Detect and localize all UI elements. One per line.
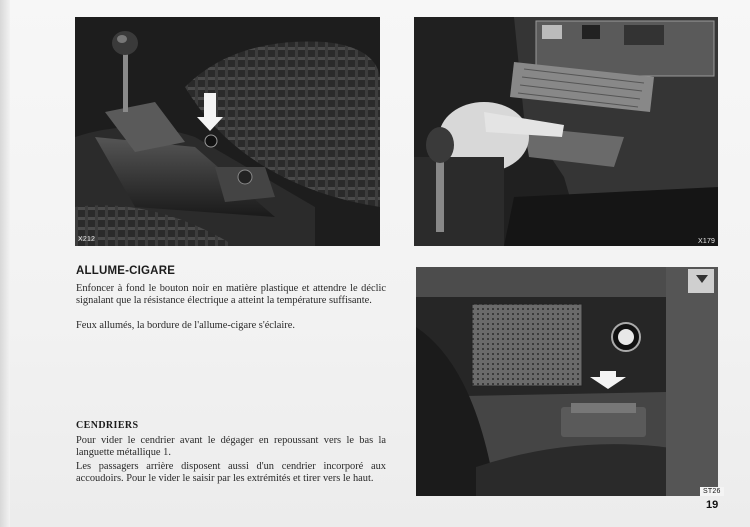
- ashtray-paragraph-2: Les passagers arrière disposent aussi d'un cendrier incorporé aux accoudoirs. Pour le vider le saisir par les extrémités et tirer vers le haut.: [76, 461, 386, 485]
- lighter-console-illustration: [414, 17, 718, 246]
- page-edge-shadow: [0, 0, 10, 527]
- lighter-paragraph-1: Enfoncer à fond le bouton noir en matière plastique et attendre le déclic signalant que la résistance électrique a atteint la température suffisante.: [76, 283, 386, 307]
- photo-code-x179: X179: [698, 238, 716, 245]
- rear-ashtray-illustration: [416, 267, 718, 496]
- photo-gear-console: [75, 17, 380, 246]
- page-number: 19: [706, 499, 719, 511]
- lighter-paragraph-2: Feux allumés, la bordure de l'allume-cigare s'éclaire.: [76, 320, 295, 331]
- ashtray-section-title: CENDRIERS: [76, 420, 139, 431]
- photo-lighter-console: [414, 17, 718, 246]
- gear-console-illustration: [75, 17, 380, 246]
- lighter-section-title: ALLUME-CIGARE: [76, 265, 176, 277]
- photo-code-x212: X212: [78, 236, 96, 243]
- photo-code-st26: ST26: [700, 487, 724, 496]
- ashtray-paragraph-1: Pour vider le cendrier avant le dégager en repoussant vers le bas la languette métallique 1.: [76, 435, 386, 459]
- photo-rear-ashtray: [416, 267, 721, 496]
